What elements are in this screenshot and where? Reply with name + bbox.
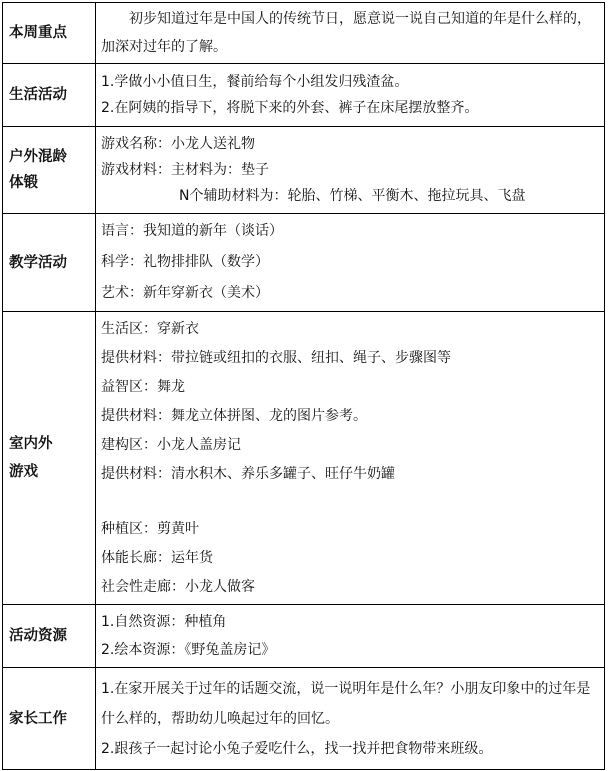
row-content-daily-life xyxy=(96,64,605,127)
table-row-resources xyxy=(3,605,605,668)
row-content-outdoor xyxy=(96,127,605,214)
outdoor-label-line-1: 户外混龄 xyxy=(9,149,67,165)
games-fitness-corridor: 体能长廊：运年货 xyxy=(101,549,213,566)
outdoor-game-name: 游戏名称：小龙人送礼物 xyxy=(101,136,255,152)
resources-picture-book: 2.绘本资源：《野兔盖房记》 xyxy=(101,642,276,658)
row-label-teaching: 教学活动 xyxy=(3,214,96,312)
row-content-focus xyxy=(96,3,605,64)
parents-item-1: 1.在家开展关于过年的话题交流，说一说明年是什么年？小朋友印象中的过年是什么样的，帮助幼儿唤起过年的回忆。 xyxy=(101,680,591,727)
games-planting-area: 种植区：剪黄叶 xyxy=(101,520,199,537)
row-content-parents xyxy=(96,668,605,770)
games-life-area: 生活区：穿新衣 xyxy=(101,320,199,337)
weekly-plan-table xyxy=(2,2,605,770)
games-build-materials: 提供材料：清水积木、养乐多罐子、旺仔牛奶罐 xyxy=(101,465,395,482)
row-label-daily-life: 生活活动 xyxy=(3,64,96,127)
row-label-games xyxy=(3,312,96,605)
teaching-item-language: 语言：我知道的新年（谈话） xyxy=(101,223,283,239)
row-content-resources xyxy=(96,605,605,668)
games-blank-line xyxy=(101,489,598,515)
games-social-corridor: 社会性走廊：小龙人做客 xyxy=(101,578,255,595)
row-content-games xyxy=(96,312,605,605)
table-row-parents xyxy=(3,668,605,770)
row-label-resources: 活动资源 xyxy=(3,605,96,668)
games-build-area: 建构区：小龙人盖房记 xyxy=(101,436,241,453)
row-label-parents: 家长工作 xyxy=(3,668,96,770)
table-row-games xyxy=(3,312,605,605)
outdoor-game-materials: 游戏材料：主材料为：垫子 xyxy=(101,162,269,178)
row-label-focus: 本周重点 xyxy=(3,3,96,64)
games-life-materials: 提供材料：带拉链或纽扣的衣服、纽扣、绳子、步骤图等 xyxy=(101,349,451,366)
table-row-teaching xyxy=(3,214,605,312)
daily-life-item-2: 2.在阿姨的指导下，将脱下来的外套、裤子在床尾摆放整齐。 xyxy=(101,100,479,116)
outdoor-label-line-2: 体锻 xyxy=(9,175,38,191)
row-label-outdoor xyxy=(3,127,96,214)
resources-nature: 1.自然资源：种植角 xyxy=(101,614,227,630)
games-puzzle-area: 益智区：舞龙 xyxy=(101,378,185,395)
table-row-focus xyxy=(3,3,605,64)
daily-life-item-1: 1.学做小小值日生，餐前给每个小组发归残渣盆。 xyxy=(101,74,409,90)
focus-text: 初步知道过年是中国人的传统节日，愿意说一说自己知道的年是什么样的，加深对过年的了解。 xyxy=(101,11,591,55)
table-row-outdoor xyxy=(3,127,605,214)
row-content-teaching xyxy=(96,214,605,312)
teaching-item-art: 艺术：新年穿新衣（美术） xyxy=(101,285,269,301)
games-label-line-1: 室内外 xyxy=(9,436,53,452)
table-row-daily-life xyxy=(3,64,605,127)
parents-item-2: 2.跟孩子一起讨论小兔子爱吃什么，找一找并把食物带来班级。 xyxy=(101,740,493,757)
games-label-line-2: 游戏 xyxy=(9,464,38,480)
outdoor-aux-materials: N个辅助材料为：轮胎、竹梯、平衡木、拖拉玩具、飞盘 xyxy=(179,188,526,204)
teaching-item-science: 科学：礼物排排队（数学） xyxy=(101,254,269,270)
games-puzzle-materials: 提供材料：舞龙立体拼图、龙的图片参考。 xyxy=(101,407,367,424)
